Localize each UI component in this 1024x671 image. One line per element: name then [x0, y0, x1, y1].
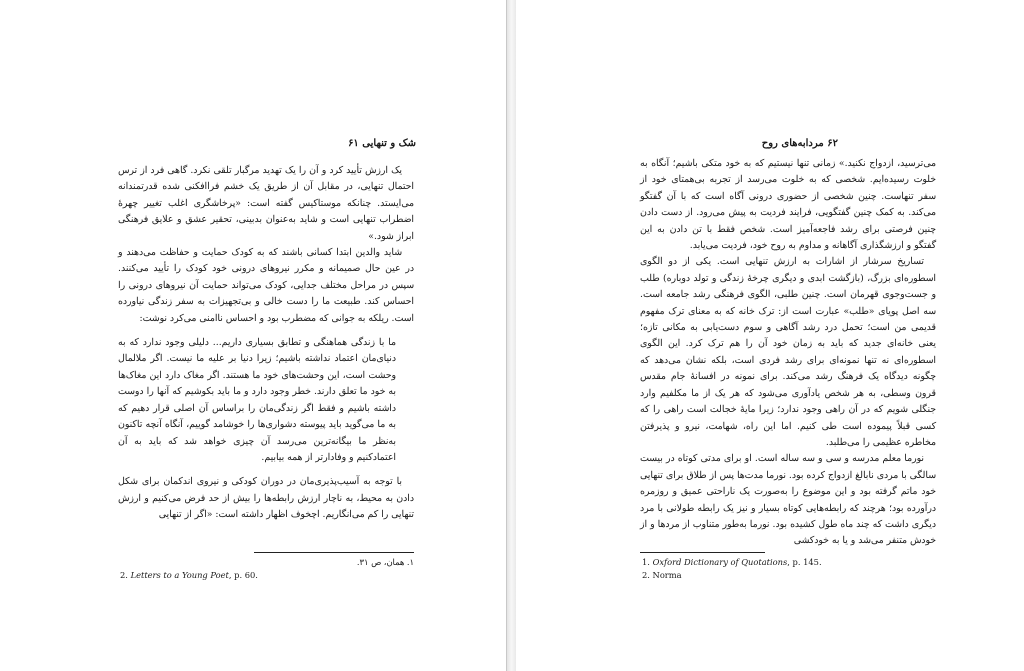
right-footnote-1-number: 1.	[642, 557, 650, 567]
left-paragraph-2: شاید والدین ابتدا کسانی باشند که به کودک حمایت و حفاظت می‌دهند و در عین حال صمیمانه و مکرر نیروهای درونی خود کودک را تأیید می‌کنند. سپس در مراحل مختلف جدایی، کودک می‌تواند حمایت آن نیروهای درونی را احساس کند. طبیعت ما را دست خالی و بی‌تجهیزات به سفر زندگی نیاورده است. ریلکه به جوانی که مضطرب بود و احساس ناامنی می‌کرد نوشت:	[118, 247, 414, 324]
right-footnote-1-title: Oxford Dictionary of Quotations	[652, 557, 788, 567]
left-running-head: شک و تنهایی ۶۱	[348, 138, 416, 149]
right-page-body	[640, 156, 936, 550]
left-footnote-2	[120, 570, 258, 581]
right-running-head: ۶۲ مردابه‌های روح	[761, 138, 838, 149]
left-footnote-2-number: 2.	[120, 570, 128, 580]
right-footnote-2: 2. Norma	[642, 570, 682, 580]
left-footnote-1: ۱. همان، ص ۳۱.	[356, 557, 414, 567]
right-paragraph-2: تساریخ سرشار از اشارات به ارزش تنهایی است. یکی از دو الگوی اسطوره‌ای بزرگ، (بازگشت ابدی و دیگری چرخهٔ زندگی و تولد دوباره) طلب و جست‌وجوی قهرمان است. چنین طلبی، الگوی فرهنگی رشد جامعه است. سه اصل پویای «طلب» عبارت است از: ترک خانه که به معنای ترک مفهوم قدیمی من است؛ تحمل درد رشد آگاهی و سوم دست‌یابی به مکانی تازه؛ یعنی خانه‌ای جدید که باید به زمان خود آن را هم ترک کرد. این الگوی اسطوره‌ای نه تنها نمونه‌ای برای رشد فردی است، بلکه نشان می‌دهد که چگونه دیدگاه یک فرهنگ رشد می‌کند. برای نمونه در افسانهٔ جام مقدس قرون وسطی، به هر شخص یادآوری می‌شود که هر یک از ما مکلفیم وارد جنگلی شویم که در آن راهی وجود ندارد؛ زیرا مایهٔ خجالت است راهی را که کسی قبلاً پیموده است طی کنیم. اما این راه، شهامت، نیرو و پذیرفتن مخاطره عظیمی را می‌طلبد.	[640, 256, 936, 448]
right-footnote-1	[642, 557, 822, 568]
left-page-body	[118, 163, 414, 524]
right-footnote-rule	[640, 552, 765, 553]
left-footnote-2-title: Letters to a Young Poet	[130, 570, 229, 580]
left-paragraph-3: با توجه به آسیب‌پذیری‌مان در دوران کودکی و نیروی اندکمان برای شکل دادن به محیط، به ناچار ارزش رابطه‌ها را بیش از حد فرض می‌کنیم و ارزش تنهایی را کم می‌انگاریم. اچخوف اظهار داشته است: «اگر از تنهایی	[118, 476, 414, 521]
left-footnote-rule	[254, 552, 414, 553]
left-paragraph-1: یک ارزش تأیید کرد و آن را یک تهدید مرگبار تلقی نکرد. گاهی فرد از ترس احتمال تنهایی، در مقابل آن از طریق یک خشم فراافکنی شده قدرتمندانه می‌ایستد. چنانکه موستاکیس گفته است: «پرخاشگری اغلب تغییر چهرهٔ اضطراب تنهایی است و شاید به‌عنوان بدبینی، تحقیر عشق و علایق فرهنگی ابراز شود.»	[118, 165, 414, 242]
right-page	[516, 0, 1024, 671]
left-page	[0, 0, 506, 671]
left-footnote-2-page: , p. 60.	[228, 570, 258, 580]
left-block-quote: ما با زندگی هماهنگی و تطابق بسیاری داریم... دلیلی وجود ندارد که به دنیای‌مان اعتماد نداشته باشیم؛ زیرا دنیا بر علیه ما نیست. اگر ملالمال وحشت است، این وحشت‌های خود ما هستند. اگر مغاک دارد این مغاک‌ها به خود ما تعلق دارند. خطر وجود دارد و ما باید بکوشیم که آنها را دوست داشته باشیم و فقط اگر زندگی‌مان را براساس آن اصلی قرار دهیم که به ما می‌گوید باید پیوسته دشواری‌ها را خوشامد گوییم، آنگاه آنچه تاکنون به‌نظر ما بیگانه‌ترین می‌رسد آن چیزی خواهد شد که باید به آن اعتمادکنیم و وفادارتر از همه بیابیم.	[118, 337, 396, 463]
right-paragraph-3: نورما معلم مدرسه و سی و سه ساله است. او برای مدتی کوتاه در بیست سالگی با مردی نابالغ ازدواج کرده بود. نورما مدت‌ها پس از طلاق برای تنهایی خود ماتم گرفته بود و این موضوع را به‌صورت یک ناراحتی عمیق و روزمره درآورده بود؛ هرچند که رابطه‌هایی کوتاه بسیار و نیز یک رابطه طولانی با مرد دیگری داشت که چند ماه طول کشیده بود. نورما به‌طور متناوب از مردها و از خودش متنفر می‌شد و یا به خودکشی	[640, 453, 936, 547]
right-paragraph-1: می‌ترسید، ازدواج نکنید.» زمانی تنها نیستیم که به خود متکی باشیم؛ آنگاه به خلوت رسیده‌ایم. شخصی که به خلوت می‌رسد از تجربه بی‌همتای خود از سفر تنهاست. چنین شخصی از حضوری درونی آگاه است که با آن گفتگو می‌کند. به کمک چنین گفتگویی، فرایند فردیت به پیش می‌رود. از دست دادن چنین فرصتی برای رشد فاجعه‌آمیز است. شخص فقط با تن دادن به این گفتگو و ارزشگذاری آگاهانه و مداوم به روح خود، فردیت می‌یابد.	[640, 158, 936, 252]
right-footnote-1-page: , p. 145.	[787, 557, 822, 567]
